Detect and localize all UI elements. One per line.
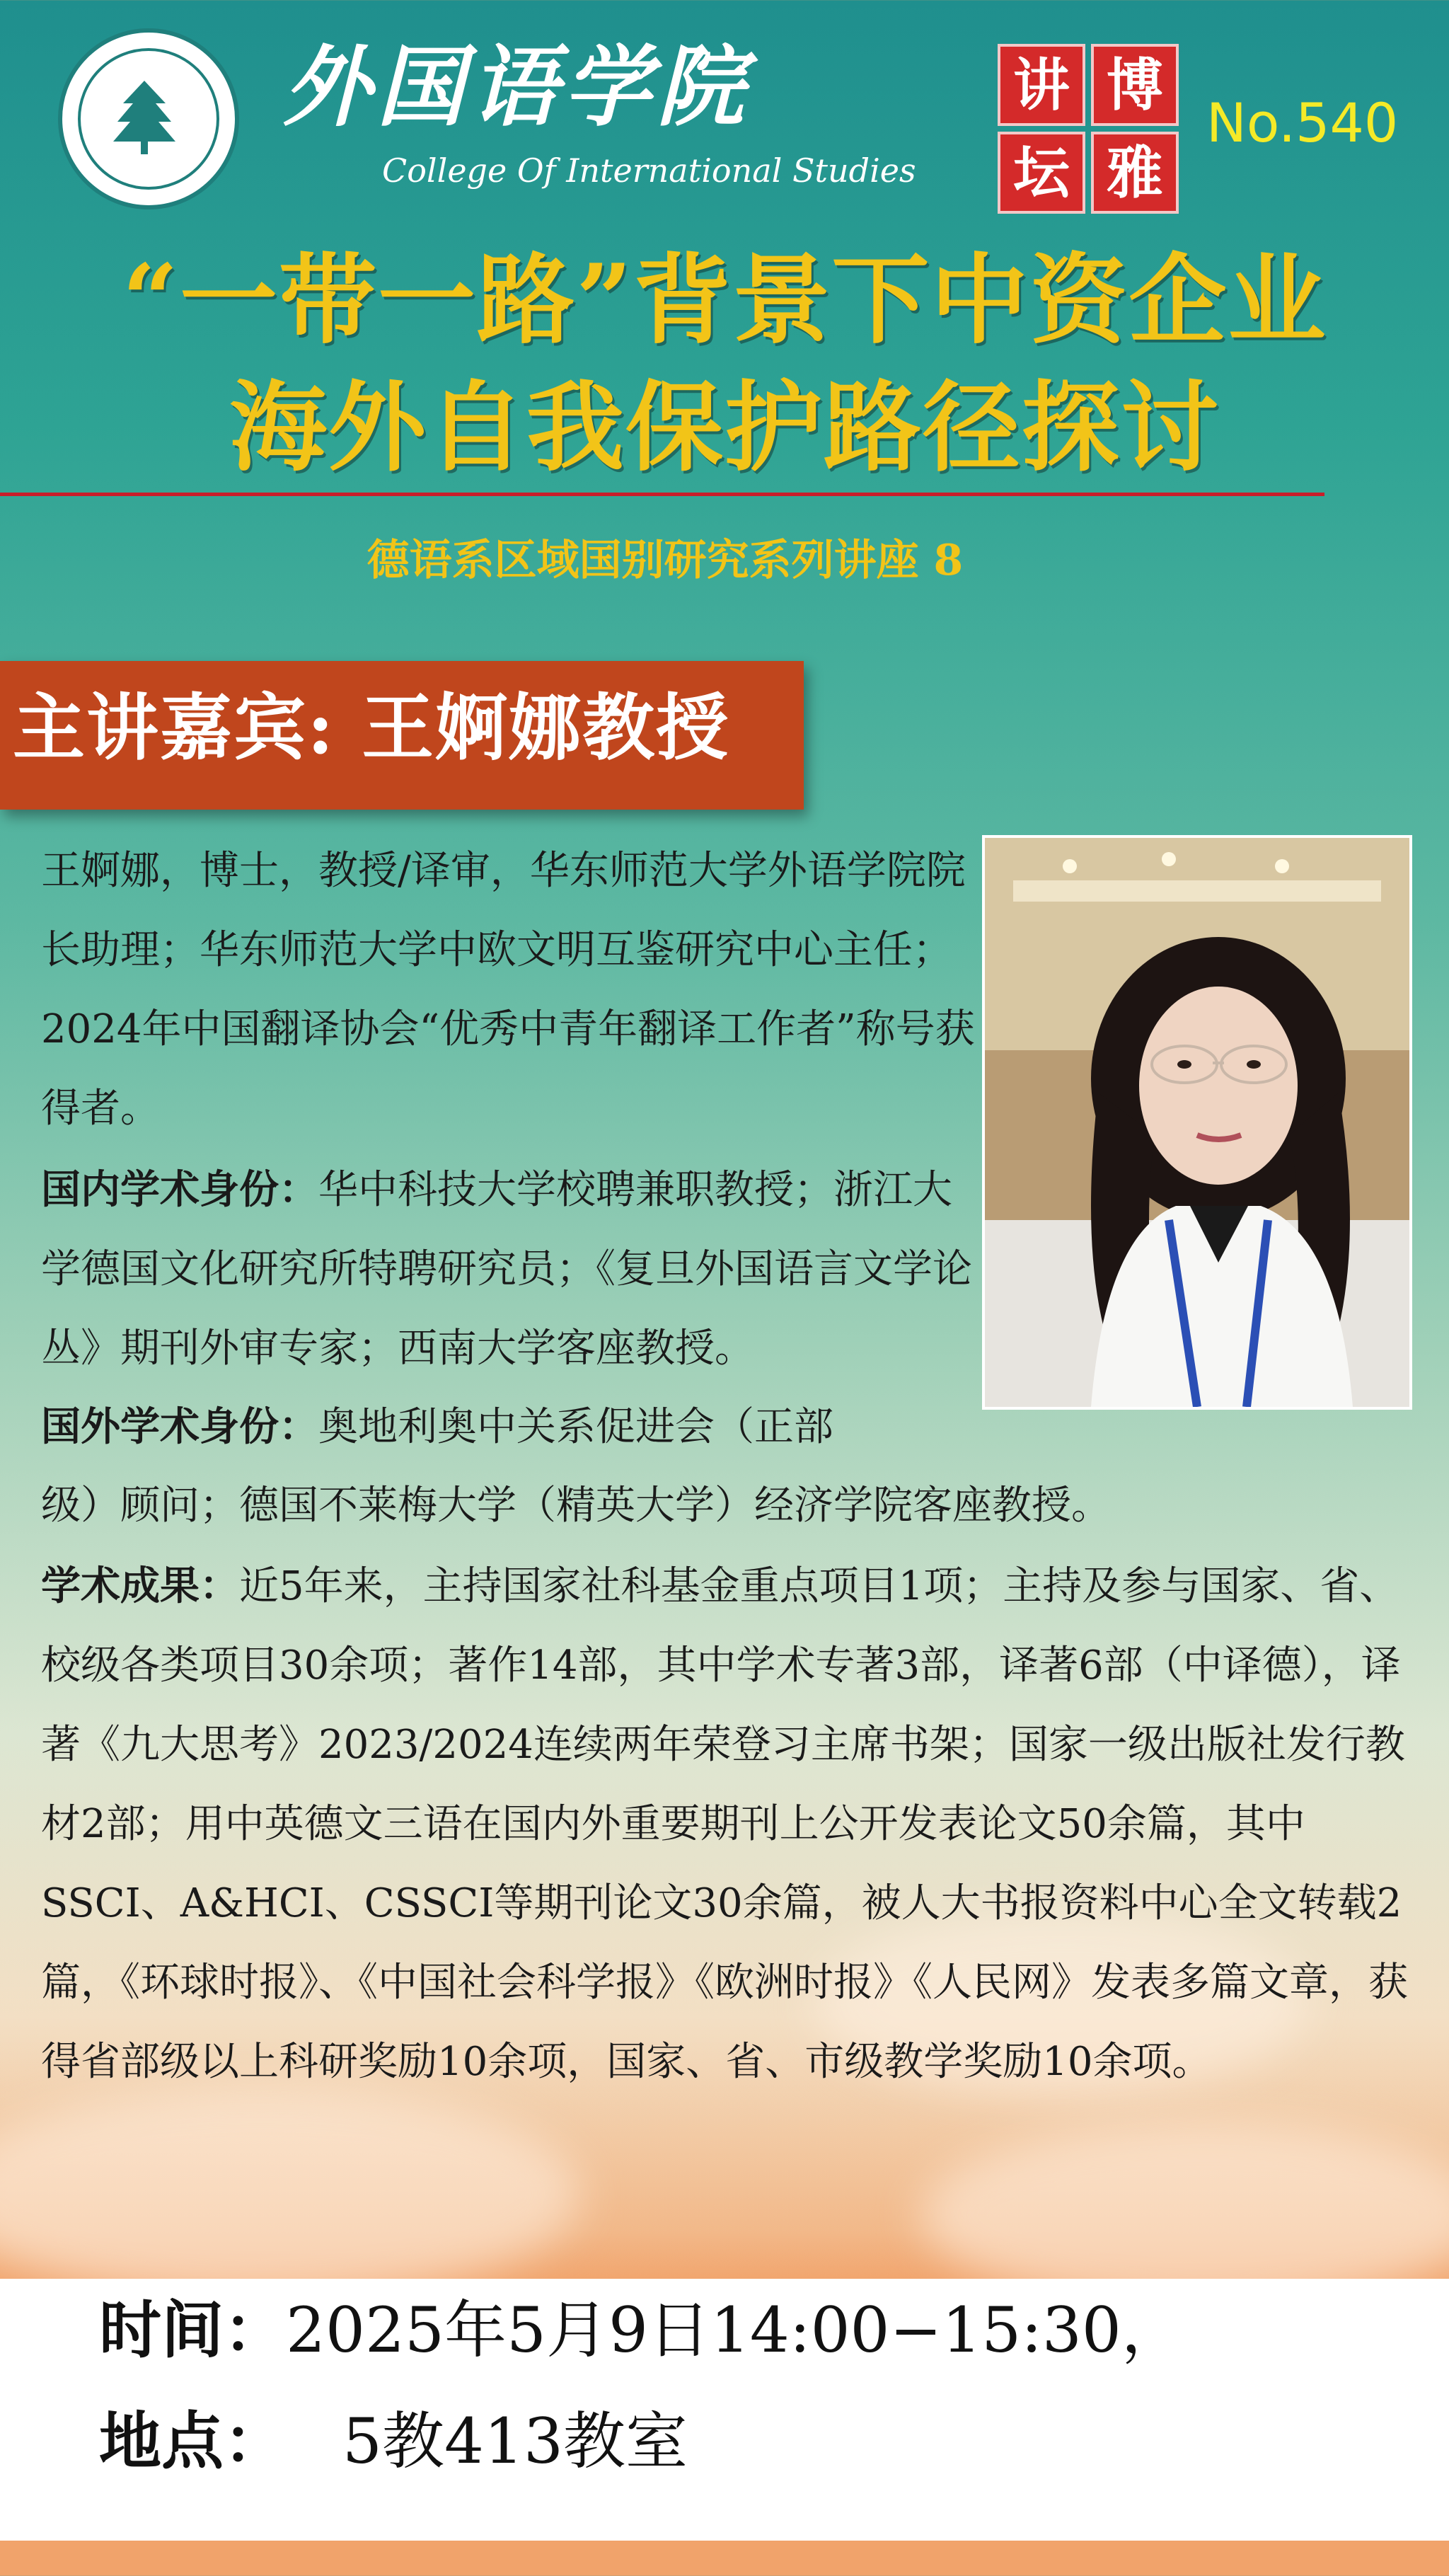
lecture-series: 德语系区域国别研究系列讲座 8: [366, 536, 964, 585]
speaker-banner-text: 主讲嘉宾: 王婀娜教授: [13, 686, 730, 771]
domestic-text: 华中科技大学校聘兼职教授；浙江大学德国文化研究所特聘研究员；《复旦外国语言文学论丛》期刊外审专家；西南大学客座教授。: [41, 1167, 972, 1372]
results-text: 近5年来，主持国家社科基金重点项目1项；主持及参与国家、省、校级各类项目30余项；著作14部，其中学术专著3部，译著6部（中译德），译著《九大思考》2023/2024连续两年荣登习主席书架；国家一级出版社发行教材2部；用中英德文三语在国内外重要期刊上公开发表论文50余篇，其中SSCI、A&HCI、CSSCI等期刊论文30余篇，被人大书报资料中心全文转载2篇，《环球时报》、《中国社会科学报》《欧洲时报》《人民网》发表多篇文章，获得省部级以上科研奖励10余项，国家、省、市级教学奖励10余项。: [41, 1563, 1408, 2085]
place-value: 5教413教室: [342, 2405, 688, 2478]
event-place: [99, 2404, 688, 2478]
domestic-academic-roles: [41, 1150, 982, 1388]
title-divider: [0, 493, 1324, 496]
foreign-academic-roles-cont: 级）顾问；德国不莱梅大学（精英大学）经济学院客座教授。: [41, 1483, 1111, 1529]
stamp-char: 坛: [998, 132, 1085, 214]
academic-achievements: [41, 1546, 1428, 2102]
lecture-title-line-2: 海外自我保护路径探讨: [229, 369, 1220, 485]
college-name-cn: 外国语学院: [283, 36, 751, 139]
time-value: 2025年5月9日14:00−15:30，: [286, 2294, 1184, 2367]
speaker-portrait-photo: [982, 835, 1412, 1410]
cloud-decoration: [0, 2088, 580, 2300]
stamp-char: 雅: [1091, 132, 1179, 214]
speaker-bio: 王婀娜，博士，教授/译审，华东师范大学外语学院院长助理；华东师范大学中欧文明互鉴研究中心主任；2024年中国翻译协会“优秀中青年翻译工作者”称号获得者。: [41, 848, 975, 1132]
foreign-label: 国外学术身份：: [41, 1403, 318, 1450]
time-label: 时间：: [99, 2293, 287, 2367]
lecture-number: No.540: [1206, 91, 1399, 154]
portrait-illustration: [985, 838, 1409, 1407]
college-name-en: College Of International Studies: [382, 151, 916, 190]
place-label: 地点：: [99, 2404, 287, 2478]
stamp-char: 讲: [998, 44, 1085, 126]
university-seal-logo: [58, 28, 239, 209]
forum-stamp: [998, 44, 1186, 221]
foreign-text: 奥地利奥中关系促进会（正部: [318, 1404, 833, 1450]
lecture-title-line-1: “一带一路”背景下中资企业: [122, 242, 1327, 357]
event-time: [99, 2293, 1184, 2367]
stamp-char: 博: [1091, 44, 1179, 126]
domestic-label: 国内学术身份：: [41, 1166, 318, 1213]
results-label: 学术成果：: [41, 1563, 239, 1609]
speaker-banner: [0, 661, 804, 810]
foreign-academic-roles: [41, 1387, 982, 1467]
seal-emblem-icon: [102, 75, 187, 160]
